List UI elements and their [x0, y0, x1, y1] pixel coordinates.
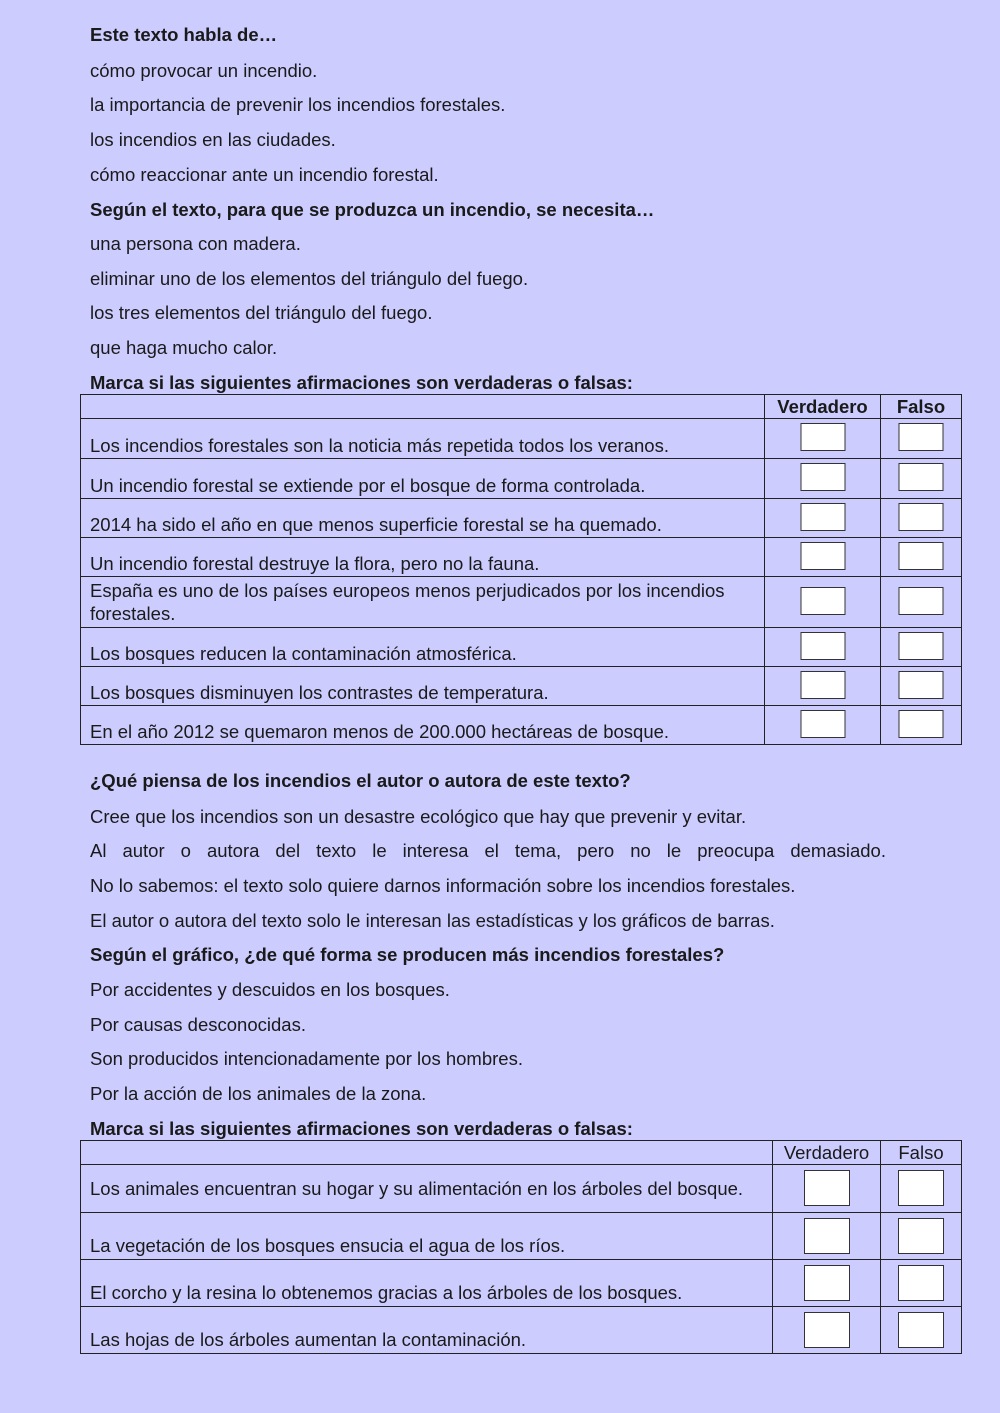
true-cell	[765, 459, 881, 499]
table-row	[81, 499, 962, 538]
question-3-option-1[interactable]: Cree que los incendios son un desastre ecológico que hay que prevenir y evitar.	[90, 806, 747, 827]
statement-text: La vegetación de los bosques ensucia el agua de los ríos.	[81, 1213, 773, 1260]
statement-text: Los bosques disminuyen los contrastes de temperatura.	[81, 667, 765, 706]
statement-text: Los animales encuentran su hogar y su alimentación en los árboles del bosque.	[81, 1165, 773, 1213]
question-1-option-4[interactable]: cómo reaccionar ante un incendio forestal.	[90, 164, 439, 185]
table-row	[81, 1213, 962, 1260]
table-row	[81, 577, 962, 628]
statement-text: 2014 ha sido el año en que menos superficie forestal se ha quemado.	[81, 499, 765, 538]
table-row	[81, 1260, 962, 1307]
table-row	[81, 1307, 962, 1354]
true-checkbox[interactable]	[800, 542, 845, 570]
statement-text: El corcho y la resina lo obtenemos gracias a los árboles de los bosques.	[81, 1260, 773, 1307]
true-cell	[773, 1165, 881, 1213]
table-row	[81, 1165, 962, 1213]
false-checkbox[interactable]	[899, 632, 944, 660]
table-row	[81, 667, 962, 706]
true-cell	[773, 1260, 881, 1307]
question-3-option-2[interactable]: Al autor o autora del texto le interesa el tema, pero no le preocupa demasiado.	[90, 840, 886, 861]
table-row	[81, 459, 962, 499]
table-2-blank-header	[81, 1141, 773, 1165]
false-cell	[881, 706, 962, 745]
table-row	[81, 419, 962, 459]
false-checkbox[interactable]	[898, 1218, 944, 1254]
false-checkbox[interactable]	[898, 1312, 944, 1348]
true-cell	[765, 538, 881, 577]
true-cell	[773, 1307, 881, 1354]
table-2-header-false: Falso	[881, 1141, 962, 1165]
true-checkbox[interactable]	[804, 1312, 850, 1348]
question-4-option-4[interactable]: Por la acción de los animales de la zona.	[90, 1083, 427, 1104]
true-cell	[765, 706, 881, 745]
true-checkbox[interactable]	[800, 423, 845, 451]
statement-text: Los incendios forestales son la noticia más repetida todos los veranos.	[81, 419, 765, 459]
false-cell	[881, 459, 962, 499]
statement-text: En el año 2012 se quemaron menos de 200.000 hectáreas de bosque.	[81, 706, 765, 745]
true-checkbox[interactable]	[804, 1265, 850, 1301]
false-cell	[881, 577, 962, 628]
false-cell	[881, 1213, 962, 1260]
statement-text: Un incendio forestal destruye la flora, pero no la fauna.	[81, 538, 765, 577]
true-cell	[765, 667, 881, 706]
true-cell	[765, 577, 881, 628]
true-cell	[765, 628, 881, 667]
table-row	[81, 538, 962, 577]
table-row	[81, 706, 962, 745]
false-checkbox[interactable]	[898, 1265, 944, 1301]
question-1-option-1[interactable]: cómo provocar un incendio.	[90, 60, 318, 81]
true-checkbox[interactable]	[800, 587, 845, 615]
table-1-blank-header	[81, 395, 765, 419]
question-1-option-2[interactable]: la importancia de prevenir los incendios forestales.	[90, 94, 506, 115]
question-2-option-2[interactable]: eliminar uno de los elementos del triángulo del fuego.	[90, 268, 529, 289]
true-checkbox[interactable]	[800, 503, 845, 531]
question-2-option-4[interactable]: que haga mucho calor.	[90, 337, 278, 358]
true-cell	[765, 419, 881, 459]
true-checkbox[interactable]	[804, 1218, 850, 1254]
table-1-header-false: Falso	[881, 395, 962, 419]
false-cell	[881, 419, 962, 459]
false-checkbox[interactable]	[899, 542, 944, 570]
false-cell	[881, 667, 962, 706]
question-1-option-3[interactable]: los incendios en las ciudades.	[90, 129, 336, 150]
false-cell	[881, 538, 962, 577]
false-checkbox[interactable]	[899, 671, 944, 699]
question-3-option-3[interactable]: No lo sabemos: el texto solo quiere darnos información sobre los incendios forestales.	[90, 875, 796, 896]
false-cell	[881, 499, 962, 538]
question-4-title: Según el gráfico, ¿de qué forma se producen más incendios forestales?	[90, 944, 725, 965]
false-cell	[881, 1165, 962, 1213]
true-false-table-2	[80, 1140, 962, 1354]
false-cell	[881, 1260, 962, 1307]
table-2-header-true: Verdadero	[773, 1141, 881, 1165]
true-checkbox[interactable]	[800, 632, 845, 660]
statement-text: España es uno de los países europeos menos perjudicados por los incendios forestales.	[81, 577, 765, 628]
true-cell	[773, 1213, 881, 1260]
true-checkbox[interactable]	[804, 1170, 850, 1206]
false-checkbox[interactable]	[899, 423, 944, 451]
false-checkbox[interactable]	[899, 503, 944, 531]
question-2-title: Según el texto, para que se produzca un incendio, se necesita…	[90, 199, 655, 220]
table-row	[81, 628, 962, 667]
question-1-title: Este texto habla de…	[90, 24, 278, 45]
false-checkbox[interactable]	[899, 463, 944, 491]
question-3-title: ¿Qué piensa de los incendios el autor o autora de este texto?	[90, 770, 631, 791]
table-1-title: Marca si las siguientes afirmaciones son verdaderas o falsas:	[90, 372, 633, 393]
question-4-option-1[interactable]: Por accidentes y descuidos en los bosques.	[90, 979, 450, 1000]
true-checkbox[interactable]	[800, 710, 845, 738]
question-3-option-4[interactable]: El autor o autora del texto solo le interesan las estadísticas y los gráficos de barras.	[90, 910, 775, 931]
question-2-option-1[interactable]: una persona con madera.	[90, 233, 301, 254]
false-checkbox[interactable]	[899, 587, 944, 615]
true-cell	[765, 499, 881, 538]
false-cell	[881, 1307, 962, 1354]
false-cell	[881, 628, 962, 667]
question-2-option-3[interactable]: los tres elementos del triángulo del fuego.	[90, 302, 433, 323]
true-checkbox[interactable]	[800, 671, 845, 699]
false-checkbox[interactable]	[898, 1170, 944, 1206]
table-1-header-true: Verdadero	[765, 395, 881, 419]
statement-text: Los bosques reducen la contaminación atmosférica.	[81, 628, 765, 667]
question-4-option-3[interactable]: Son producidos intencionadamente por los hombres.	[90, 1048, 523, 1069]
false-checkbox[interactable]	[899, 710, 944, 738]
statement-text: Un incendio forestal se extiende por el bosque de forma controlada.	[81, 459, 765, 499]
true-false-table-1	[80, 394, 962, 745]
statement-text: Las hojas de los árboles aumentan la contaminación.	[81, 1307, 773, 1354]
true-checkbox[interactable]	[800, 463, 845, 491]
table-2-title: Marca si las siguientes afirmaciones son verdaderas o falsas:	[90, 1118, 633, 1139]
question-4-option-2[interactable]: Por causas desconocidas.	[90, 1014, 306, 1035]
